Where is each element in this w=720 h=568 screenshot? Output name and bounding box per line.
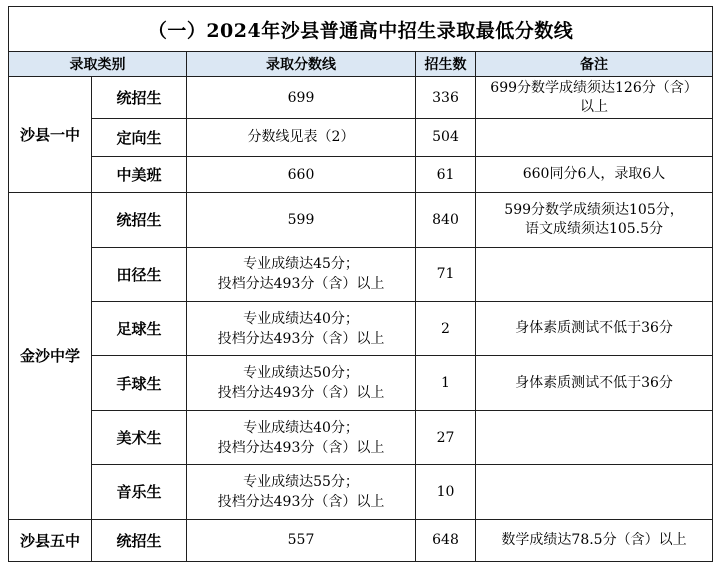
note-line: 以上	[580, 98, 608, 115]
table-row	[9, 302, 713, 356]
school-name: 金沙中学	[9, 193, 92, 519]
score-cell	[187, 465, 416, 519]
score-cell	[187, 356, 416, 410]
note-line: 身体素质测试不低于36分	[515, 374, 673, 391]
note-line: 身体素质测试不低于36分	[515, 320, 673, 337]
category-cell: 统招生	[92, 77, 187, 118]
header-enroll: 招生数	[416, 52, 476, 77]
table-row	[9, 519, 713, 561]
enroll-cell: 27	[416, 410, 476, 464]
note-cell	[476, 519, 713, 561]
enroll-cell: 648	[416, 519, 476, 561]
score-cell	[187, 302, 416, 356]
note-line: 数学成绩达78.5分（含）以上	[501, 531, 687, 548]
score-line: 557	[287, 532, 315, 549]
note-cell	[476, 410, 713, 464]
score-line: 投档分达493分（含）以上	[217, 439, 385, 456]
note-cell	[476, 356, 713, 410]
table-row	[9, 465, 713, 519]
enroll-cell: 1	[416, 356, 476, 410]
category-cell: 中美班	[92, 157, 187, 193]
score-cell	[187, 157, 416, 193]
enroll-cell: 504	[416, 118, 476, 156]
score-line: 专业成绩达50分；	[243, 365, 359, 382]
note-line: 599分数学成绩须达105分，	[504, 201, 684, 218]
table-row	[9, 157, 713, 193]
score-line: 660	[287, 166, 315, 183]
note-cell	[476, 465, 713, 519]
note-cell	[476, 118, 713, 156]
table-row	[9, 77, 713, 118]
note-cell	[476, 193, 713, 247]
enroll-cell: 336	[416, 77, 476, 118]
score-line: 599	[287, 211, 315, 228]
table-title: （一）2024年沙县普通高中招生录取最低分数线	[9, 7, 713, 52]
score-cell	[187, 193, 416, 247]
category-cell: 足球生	[92, 302, 187, 356]
note-cell	[476, 302, 713, 356]
enroll-cell: 10	[416, 465, 476, 519]
score-line: 699	[287, 89, 315, 106]
school-name: 沙县一中	[9, 77, 92, 193]
note-line: 699分数学成绩须达126分（含）	[490, 79, 698, 96]
enroll-cell: 840	[416, 193, 476, 247]
category-cell: 定向生	[92, 118, 187, 156]
header-category: 录取类别	[9, 52, 187, 77]
table-row	[9, 247, 713, 301]
header-note: 备注	[476, 52, 713, 77]
score-line: 专业成绩达55分；	[243, 473, 359, 490]
table-row	[9, 410, 713, 464]
category-cell: 美术生	[92, 410, 187, 464]
note-line: 660同分6人，录取6人	[522, 166, 666, 183]
score-line: 投档分达493分（含）以上	[217, 276, 385, 293]
score-cell	[187, 118, 416, 156]
score-line: 投档分达493分（含）以上	[217, 493, 385, 510]
score-line: 分数线见表（2）	[247, 129, 355, 146]
table-row	[9, 356, 713, 410]
enroll-cell: 2	[416, 302, 476, 356]
score-line: 投档分达493分（含）以上	[217, 385, 385, 402]
school-name: 沙县五中	[9, 519, 92, 561]
score-line: 专业成绩达40分；	[243, 310, 359, 327]
enroll-cell: 61	[416, 157, 476, 193]
header-score: 录取分数线	[187, 52, 416, 77]
admission-score-table	[8, 6, 713, 562]
category-cell: 音乐生	[92, 465, 187, 519]
enroll-cell: 71	[416, 247, 476, 301]
category-cell: 统招生	[92, 519, 187, 561]
category-cell: 统招生	[92, 193, 187, 247]
score-cell	[187, 410, 416, 464]
category-cell: 手球生	[92, 356, 187, 410]
note-cell	[476, 157, 713, 193]
table-row	[9, 193, 713, 247]
score-cell	[187, 519, 416, 561]
table-row	[9, 118, 713, 156]
score-line: 投档分达493分（含）以上	[217, 330, 385, 347]
category-cell: 田径生	[92, 247, 187, 301]
note-line: 语文成绩须达105.5分	[524, 220, 664, 237]
score-line: 专业成绩达45分；	[243, 256, 359, 273]
note-cell	[476, 77, 713, 118]
score-line: 专业成绩达40分；	[243, 419, 359, 436]
score-cell	[187, 247, 416, 301]
score-cell	[187, 77, 416, 118]
note-cell	[476, 247, 713, 301]
